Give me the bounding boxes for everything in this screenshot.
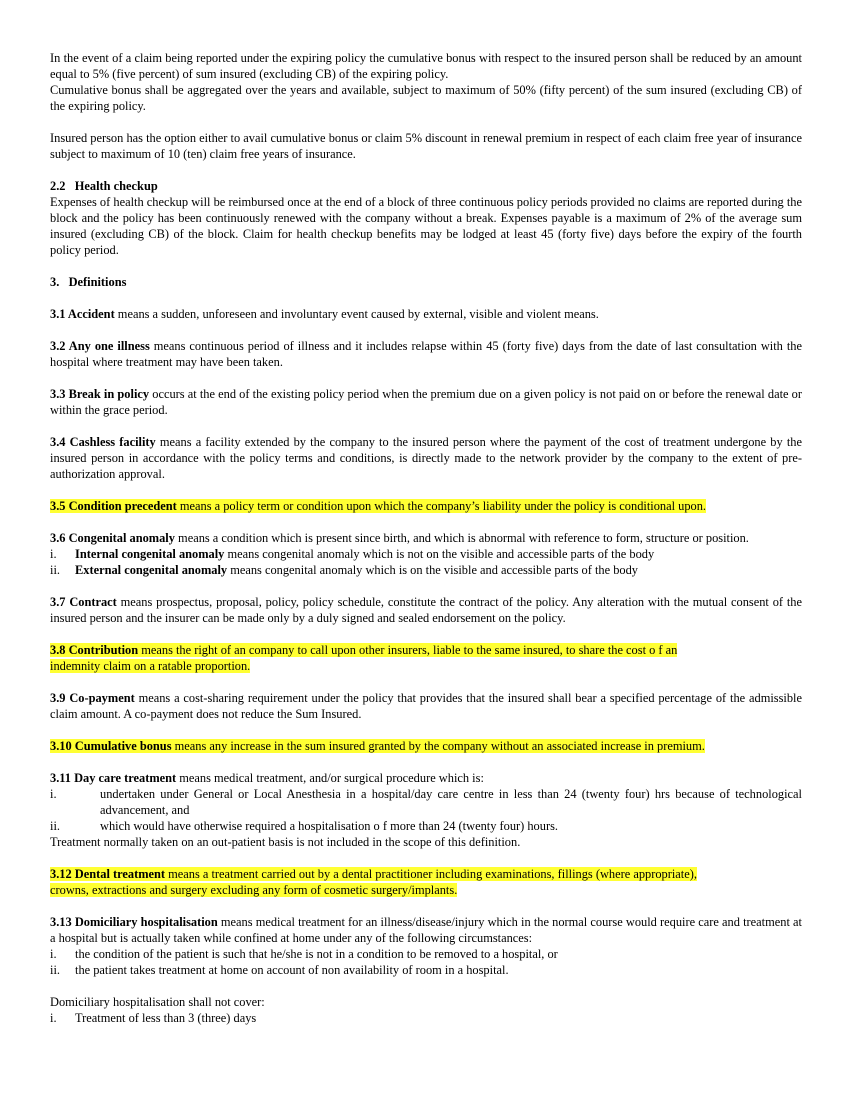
- list-item: [50, 818, 802, 834]
- definition-accident: [50, 306, 802, 322]
- list-number: ii.: [50, 963, 60, 977]
- definition-contribution: [50, 642, 802, 674]
- definition-cashless-facility: [50, 434, 802, 482]
- list-item: [50, 946, 802, 962]
- definition-text: means a policy term or condition upon which the company’s liability under the policy is conditional upon.: [176, 499, 707, 513]
- definition-text: occurs at the end of the existing policy period when the premium due on a given policy is not paid on or before the renewal date or within the grace period.: [50, 387, 802, 417]
- definition-term: 3.7 Contract: [50, 595, 117, 609]
- list-text: means congenital anomaly which is not on the visible and accessible parts of the body: [224, 547, 655, 561]
- policy-document-page: [50, 50, 802, 1026]
- definition-congenital-anomaly: [50, 530, 802, 546]
- definition-condition-precedent: [50, 498, 802, 514]
- list-term: Internal congenital anomaly: [75, 547, 225, 561]
- list-number: i.: [50, 547, 57, 561]
- definition-text-continued: indemnity claim on a ratable proportion.: [50, 659, 251, 673]
- definition-text: means prospectus, proposal, policy, policy schedule, constitute the contract of the policy. Any alteration with the mutual consent of the insured person and the insurer can be made only by a duly signed and sealed endorsement on the policy.: [50, 595, 802, 625]
- list-text: which would have otherwise required a hospitalisation o f more than 24 (twenty four) hours.: [100, 819, 558, 833]
- list-term: External congenital anomaly: [75, 563, 228, 577]
- definition-dental-treatment: [50, 866, 802, 898]
- definition-text: means the right of an company to call upon other insurers, liable to the same insured, to share the cost o f an: [138, 643, 678, 657]
- cb-reduction-paragraph: In the event of a claim being reported under the expiring policy the cumulative bonus with respect to the insured person shall be reduced by an amount equal to 5% (five percent) of sum insured (excluding CB) of the expiring policy.: [50, 51, 802, 81]
- definition-term: 3.13 Domiciliary hospitalisation: [50, 915, 218, 929]
- definition-text: means medical treatment for an illness/disease/injury which in the normal course would require care and treatment at a hospital but is actually taken while confined at home under any of the following circumstances:: [50, 915, 802, 945]
- definition-text: means any increase in the sum insured granted by the company without an associated increase in premium.: [171, 739, 705, 753]
- definition-day-care-treatment: [50, 770, 802, 786]
- list-item: [50, 786, 802, 818]
- definition-text: means medical treatment, and/or surgical procedure which is:: [176, 771, 484, 785]
- definition-text: means a facility extended by the company to the insured person where the payment of the cost of treatment undergone by the insured person in accordance with the policy terms and conditions, is directly made to the network provider by the company to the extent of pre-authorization approval.: [50, 435, 802, 481]
- list-text: means congenital anomaly which is on the visible and accessible parts of the body: [227, 563, 638, 577]
- list-item: [50, 962, 802, 978]
- not-cover-title: Domiciliary hospitalisation shall not cover:: [50, 995, 265, 1009]
- list-text: Treatment of less than 3 (three) days: [75, 1011, 257, 1025]
- health-checkup-heading: 2.2 Health checkup: [50, 179, 158, 193]
- list-number: i.: [50, 1011, 57, 1025]
- definition-term: 3.12 Dental treatment: [50, 867, 166, 881]
- list-number: ii.: [50, 563, 60, 577]
- cb-discount-option-paragraph: Insured person has the option either to avail cumulative bonus or claim 5% discount in renewal premium in respect of each claim free year of insurance subject to maximum of 10 (ten) claim free years of insurance.: [50, 131, 802, 161]
- list-text: undertaken under General or Local Anesthesia in a hospital/day care centre in less than 24 (twenty four) hrs because of technological advancement, and: [100, 787, 802, 817]
- list-item: [50, 562, 802, 578]
- definitions-heading: 3. Definitions: [50, 275, 127, 289]
- list-number: i.: [50, 787, 57, 801]
- definition-text: means continuous period of illness and it includes relapse within 45 (forty five) days from the date of last consultation with the hospital where treatment may have been taken.: [50, 339, 802, 369]
- definition-cumulative-bonus: [50, 738, 802, 754]
- definition-text: means a cost-sharing requirement under the policy that provides that the insured shall bear a specified percentage of the admissible claim amount. A co-payment does not reduce the Sum Insured.: [50, 691, 802, 721]
- list-number: i.: [50, 947, 57, 961]
- list-item: [50, 1010, 802, 1026]
- definition-domiciliary-hospitalisation: [50, 914, 802, 946]
- definition-term: 3.1 Accident: [50, 307, 115, 321]
- definition-term: 3.6 Congenital anomaly: [50, 531, 175, 545]
- definition-text-continued: crowns, extractions and surgery excluding any form of cosmetic surgery/implants.: [50, 883, 458, 897]
- definition-contract: [50, 594, 802, 626]
- list-item: [50, 546, 802, 562]
- cb-aggregation-paragraph: Cumulative bonus shall be aggregated over the years and available, subject to maximum of 50% (fifty percent) of the sum insured (excluding CB) of the expiring policy.: [50, 83, 802, 113]
- definition-term: 3.9 Co-payment: [50, 691, 135, 705]
- list-text: the condition of the patient is such that he/she is not in a condition to be removed to a hospital, or: [75, 947, 558, 961]
- definition-text: means a condition which is present since birth, and which is abnormal with reference to form, structure or position.: [174, 531, 749, 545]
- definition-text: means a treatment carried out by a dental practitioner including examinations, fillings (where appropriate),: [165, 867, 697, 881]
- definition-term: 3.4 Cashless facility: [50, 435, 156, 449]
- definition-term: 3.11 Day care treatment: [50, 771, 177, 785]
- list-text: the patient takes treatment at home on account of non availability of room in a hospital.: [75, 963, 509, 977]
- definition-term: 3.8 Contribution: [50, 643, 139, 657]
- definition-break-in-policy: [50, 386, 802, 418]
- definition-term: 3.3 Break in policy: [50, 387, 150, 401]
- definition-text: means a sudden, unforeseen and involuntary event caused by external, visible and violent means.: [114, 307, 599, 321]
- definition-co-payment: [50, 690, 802, 722]
- list-number: ii.: [50, 819, 60, 833]
- definition-any-one-illness: [50, 338, 802, 370]
- definition-term: 3.2 Any one illness: [50, 339, 150, 353]
- definition-term: 3.5 Condition precedent: [50, 499, 177, 513]
- health-checkup-paragraph: Expenses of health checkup will be reimbursed once at the end of a block of three continuous policy periods provided no claims are reported during the block and the policy has been continuously renewed with the company without a break. Expenses payable is a maximum of 2% of the average sum insured (excluding CB) of the block. Claim for health checkup benefits may be lodged at least 45 (forty five) days before the expiry of the fourth policy period.: [50, 195, 802, 257]
- definition-term: 3.10 Cumulative bonus: [50, 739, 172, 753]
- day-care-note: Treatment normally taken on an out-patient basis is not included in the scope of this definition.: [50, 835, 521, 849]
